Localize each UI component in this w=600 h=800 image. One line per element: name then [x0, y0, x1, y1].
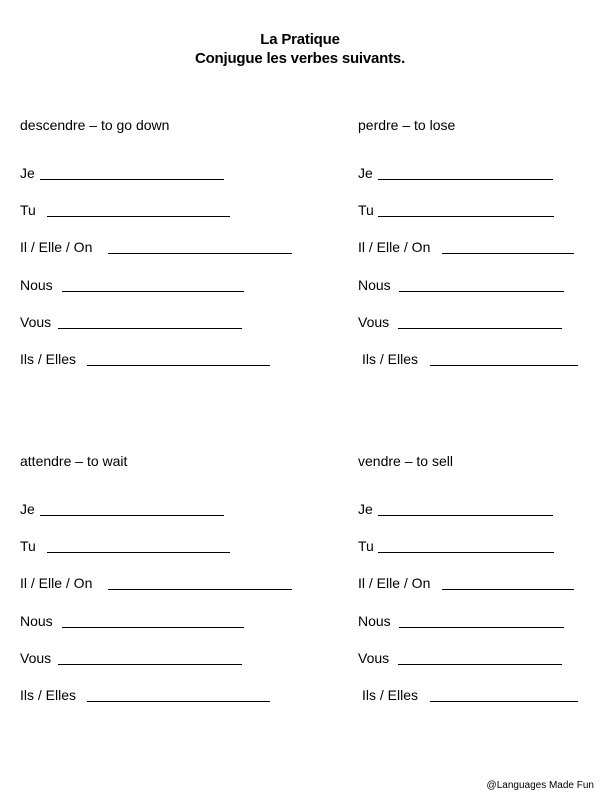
verb-block-descendre: [20, 117, 270, 377]
answer-blank[interactable]: [430, 365, 578, 366]
verb-heading: descendre – to go down: [20, 117, 170, 133]
pronoun-label: Tu: [20, 202, 36, 218]
answer-blank[interactable]: [378, 552, 554, 553]
answer-blank[interactable]: [47, 216, 230, 217]
pronoun-label: Vous: [20, 314, 52, 330]
page-title: [0, 30, 600, 68]
pronoun-label: Il / Elle / On: [358, 575, 431, 591]
pronoun-label: Nous: [20, 277, 53, 293]
answer-blank[interactable]: [62, 291, 244, 292]
pronoun-label: Nous: [358, 277, 391, 293]
answer-blank[interactable]: [398, 664, 562, 665]
pronoun-label: Tu: [20, 538, 36, 554]
pronoun-label: Je: [20, 165, 35, 181]
verb-heading: perdre – to lose: [358, 117, 456, 133]
answer-blank[interactable]: [399, 291, 564, 292]
pronoun-label: Nous: [358, 613, 391, 629]
answer-blank[interactable]: [378, 515, 553, 516]
verb-block-perdre: [358, 117, 600, 377]
pronoun-label: Ils / Elles: [20, 687, 77, 703]
answer-blank[interactable]: [58, 664, 242, 665]
pronoun-label: Vous: [20, 650, 52, 666]
verb-heading: vendre – to sell: [358, 453, 453, 469]
answer-blank[interactable]: [40, 515, 224, 516]
answer-blank[interactable]: [378, 179, 553, 180]
answer-blank[interactable]: [399, 627, 564, 628]
pronoun-label: Vous: [358, 314, 390, 330]
pronoun-label: Tu: [358, 538, 374, 554]
verb-heading: attendre – to wait: [20, 453, 128, 469]
pronoun-label: Ils / Elles: [362, 351, 419, 367]
answer-blank[interactable]: [398, 328, 562, 329]
answer-blank[interactable]: [62, 627, 244, 628]
copyright-footer: @Languages Made Fun: [486, 780, 594, 791]
pronoun-label: Ils / Elles: [362, 687, 419, 703]
pronoun-label: Ils / Elles: [20, 351, 77, 367]
pronoun-label: Il / Elle / On: [20, 575, 93, 591]
answer-blank[interactable]: [87, 701, 270, 702]
pronoun-label: Il / Elle / On: [358, 239, 431, 255]
answer-blank[interactable]: [108, 253, 292, 254]
answer-blank[interactable]: [58, 328, 242, 329]
answer-blank[interactable]: [108, 589, 292, 590]
pronoun-label: Nous: [20, 613, 53, 629]
pronoun-label: Je: [358, 165, 373, 181]
pronoun-label: Je: [358, 501, 373, 517]
pronoun-label: Il / Elle / On: [20, 239, 93, 255]
answer-blank[interactable]: [378, 216, 554, 217]
answer-blank[interactable]: [442, 589, 574, 590]
answer-blank[interactable]: [430, 701, 578, 702]
worksheet-title: La Pratique: [260, 31, 340, 48]
verb-block-vendre: [358, 453, 600, 713]
answer-blank[interactable]: [87, 365, 270, 366]
pronoun-label: Je: [20, 501, 35, 517]
pronoun-label: Vous: [358, 650, 390, 666]
verb-block-attendre: [20, 453, 270, 713]
answer-blank[interactable]: [40, 179, 224, 180]
answer-blank[interactable]: [47, 552, 230, 553]
pronoun-label: Tu: [358, 202, 374, 218]
answer-blank[interactable]: [442, 253, 574, 254]
worksheet-instructions: Conjugue les verbes suivants.: [194, 50, 406, 67]
